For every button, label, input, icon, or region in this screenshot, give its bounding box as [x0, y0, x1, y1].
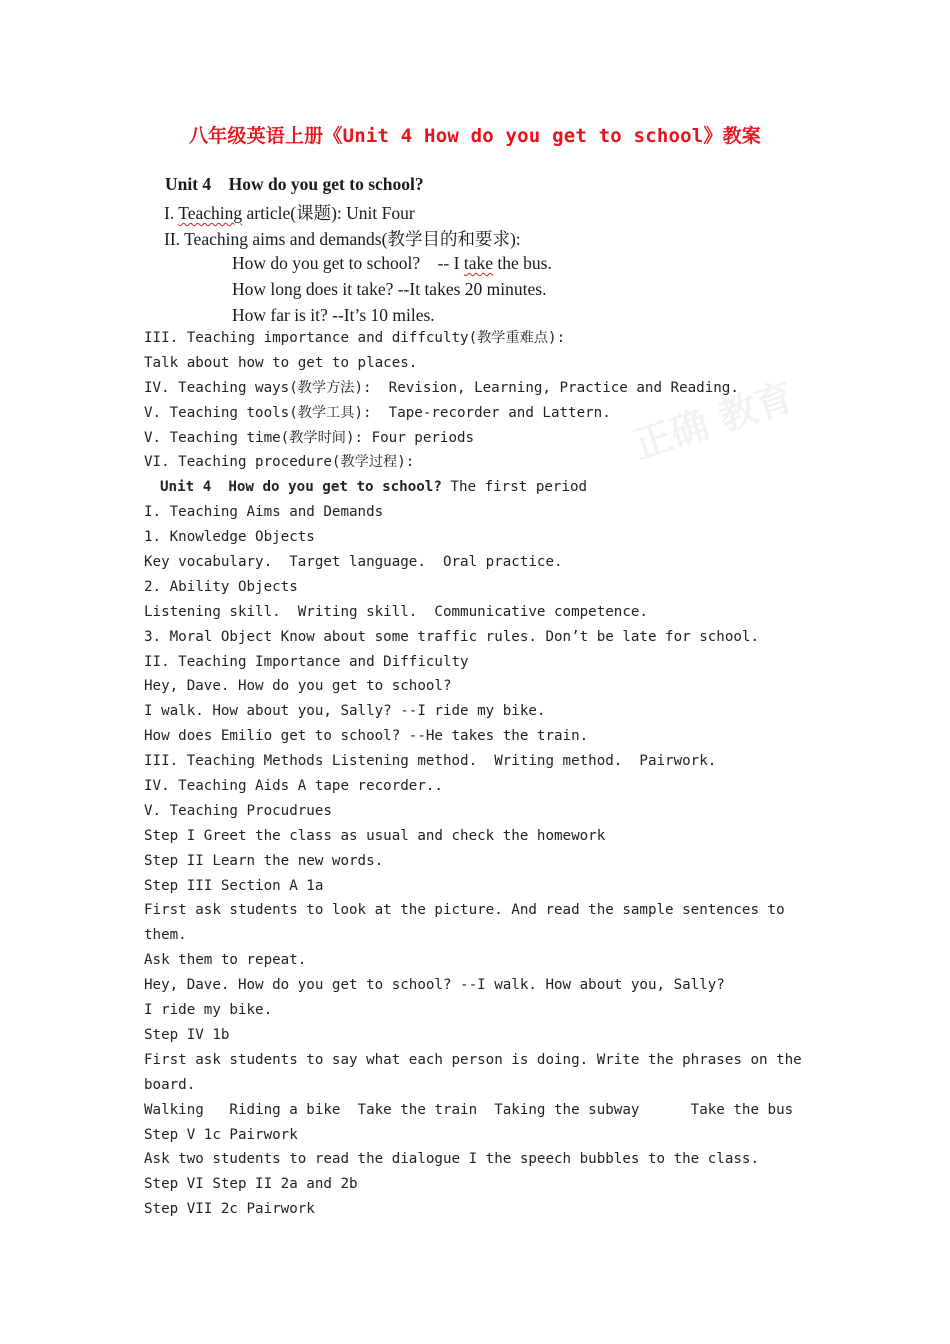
text-line: Hey, Dave. How do you get to school? — [144, 678, 452, 695]
text-line: Step III Section A 1a — [144, 877, 324, 894]
text-line: Key vocabulary. Target language. Oral practice. — [144, 554, 563, 571]
text-line: Step VI Step II 2a and 2b — [144, 1176, 358, 1193]
text-line: Hey, Dave. How do you get to school? --I walk. How about you, Sally? — [144, 977, 725, 994]
text-line: IV. Teaching Aids A tape recorder.. — [144, 778, 443, 795]
text-line: Step IV 1b — [144, 1026, 230, 1043]
text-line: How does Emilio get to school? --He takes the train. — [144, 728, 589, 745]
spell-check-word: Teaching — [178, 203, 243, 223]
text-line: Walking Riding a bike Take the train Taking the subway Take the bus — [144, 1101, 794, 1118]
body-text — [144, 326, 824, 1222]
document-title: 八年级英语上册《Unit 4 How do you get to school》教案 — [188, 125, 761, 147]
text-line: III. Teaching Methods Listening method. Writing method. Pairwork. — [144, 753, 717, 770]
image-example-2: How long does it take? --It takes 20 minutes. — [232, 279, 547, 299]
spell-check-word: take — [463, 253, 493, 273]
text-line: V. Teaching time(教学时间): Four periods — [144, 429, 475, 446]
text-line: 3. Moral Object Know about some traffic rules. Don’t be late for school. — [144, 628, 759, 645]
text-line: V. Teaching Procudrues — [144, 802, 332, 819]
image-article: I. Teaching article(课题): Unit Four — [164, 203, 415, 223]
text-line: IV. Teaching ways(教学方法): Revision, Learning, Practice and Reading. — [144, 379, 739, 396]
text-line: Talk about how to get to places. — [144, 354, 418, 371]
text-line: them. — [144, 927, 187, 944]
text-line: I walk. How about you, Sally? --I ride my bike. — [144, 703, 546, 720]
text-line: Ask them to repeat. — [144, 952, 307, 969]
text-line: First ask students to say what each person is doing. Write the phrases on the — [144, 1051, 802, 1068]
text-line: I ride my bike. — [144, 1002, 273, 1019]
text-line: VI. Teaching procedure(教学过程): — [144, 454, 415, 471]
text-line: 2. Ability Objects — [144, 578, 298, 595]
text-line: I. Teaching Aims and Demands — [144, 504, 384, 521]
text-line: Listening skill. Writing skill. Communicative competence. — [144, 603, 648, 620]
image-example-3: How far is it? --It’s 10 miles. — [232, 305, 435, 325]
image-heading: Unit 4 How do you get to school? — [165, 174, 424, 194]
watermark: 正确 教育 — [628, 374, 800, 468]
image-aims: II. Teaching aims and demands(教学目的和要求): — [164, 229, 521, 249]
text-line: Step VII 2c Pairwork — [144, 1201, 315, 1218]
text-line: II. Teaching Importance and Difficulty — [144, 653, 469, 670]
period-heading: Unit 4 How do you get to school? The first period — [160, 479, 588, 496]
text-line: Ask two students to read the dialogue I the speech bubbles to the class. — [144, 1151, 759, 1168]
text-line: Step I Greet the class as usual and check the homework — [144, 827, 606, 844]
text-line: board. — [144, 1076, 196, 1093]
image-example-1: How do you get to school? -- I take the bus. — [232, 253, 552, 273]
text-line: First ask students to look at the picture. And read the sample sentences to — [144, 902, 785, 919]
text-line: Step V 1c Pairwork — [144, 1126, 298, 1143]
text-line: III. Teaching importance and diffculty(教学重难点): — [144, 330, 566, 346]
text-line: 1. Knowledge Objects — [144, 529, 315, 546]
text-line: Step II Learn the new words. — [144, 852, 384, 869]
text-line: V. Teaching tools(教学工具): Tape-recorder and Lattern. — [144, 404, 611, 421]
